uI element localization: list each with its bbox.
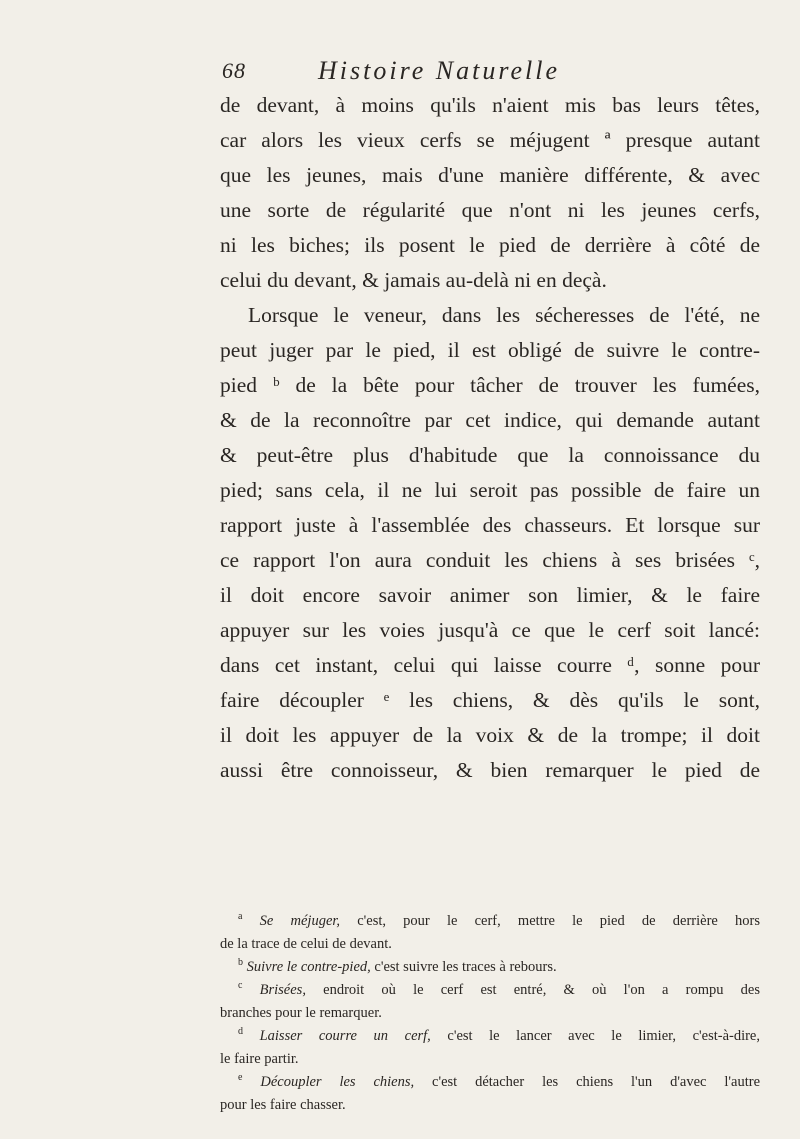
footnote-line: le faire partir. (220, 1051, 299, 1067)
text-line: & de la reconnoître par cet indice, qui demande autant (220, 408, 760, 432)
footnote-term: Découpler les chiens, (260, 1074, 415, 1090)
text-line: que les jeunes, mais d'une manière différente, & avec (220, 163, 760, 187)
running-title: Histoire Naturelle (318, 56, 561, 85)
text-line: pied; sans cela, il ne lui seroit pas possible de faire un (220, 478, 760, 502)
footnote-line (220, 1025, 760, 1048)
footnote-text: endroit où le cerf est entré, & où l'on a rompu des (305, 982, 760, 998)
footnote-marker: c (238, 980, 243, 992)
footnote-term: Se méjuger, (259, 913, 341, 929)
footnote (220, 979, 760, 1025)
footnote-line (220, 979, 760, 1002)
footnote-text: c'est, pour le cerf, mettre le pied de derrière hors (340, 913, 761, 929)
text-line: dans cet instant, celui qui laisse courre ᵈ, sonne pour (220, 653, 760, 677)
text-line: & peut-être plus d'habitude que la connoissance du (220, 443, 760, 467)
footnote (220, 1025, 760, 1071)
text-line: rapport juste à l'assemblée des chasseurs. Et lorsque sur (220, 513, 760, 537)
footnote-marker: e (238, 1072, 243, 1084)
text-line: il doit les appuyer de la voix & de la trompe; il doit (220, 723, 760, 747)
footnote (220, 910, 760, 956)
text-line: peut juger par le pied, il est obligé de suivre le contre- (220, 338, 760, 362)
footnote-line (220, 1071, 760, 1094)
footnote-term: Laisser courre un cerf, (259, 1028, 431, 1044)
text-line: une sorte de régularité que n'ont ni les jeunes cerfs, (220, 198, 760, 222)
text-line: pied ᵇ de la bête pour tâcher de trouver les fumées, (220, 373, 760, 397)
footnote-line (220, 956, 760, 979)
footnote-marker: d (238, 1026, 243, 1038)
footnote-line (220, 910, 760, 933)
text-line: appuyer sur les voies jusqu'à ce que le cerf soit lancé: (220, 618, 760, 642)
main-text (220, 88, 760, 788)
footnote-term: Brisées, (259, 982, 306, 998)
page-header (222, 58, 642, 92)
footnotes (220, 910, 760, 1117)
footnote (220, 1071, 760, 1117)
footnote-text: c'est suivre les traces à rebours. (370, 959, 557, 975)
text-line: Lorsque le veneur, dans les sécheresses de l'été, ne (248, 303, 760, 327)
text-line: il doit encore savoir animer son limier, & le faire (220, 583, 760, 607)
text-line: car alors les vieux cerfs se méjugent ª presque autant (220, 128, 760, 152)
footnote-line: branches pour le remarquer. (220, 1005, 382, 1021)
footnote-text: c'est détacher les chiens l'un d'avec l'autre (414, 1074, 761, 1090)
footnote-line: de la trace de celui de devant. (220, 936, 392, 952)
footnote-text: c'est le lancer avec le limier, c'est-à-dire, (430, 1028, 760, 1044)
page-number: 68 (222, 58, 246, 83)
text-line: aussi être connoisseur, & bien remarquer le pied de (220, 758, 760, 782)
text-line: ni les biches; ils posent le pied de derrière à côté de (220, 233, 760, 257)
footnote-marker: b (238, 957, 243, 969)
footnote-term: Suivre le contre-pied, (246, 959, 371, 975)
text-line: ce rapport l'on aura conduit les chiens à ses brisées ᶜ, (220, 548, 760, 572)
footnote-line: pour les faire chasser. (220, 1097, 346, 1113)
footnote (220, 956, 760, 979)
text-line: de devant, à moins qu'ils n'aient mis bas leurs têtes, (220, 93, 760, 117)
text-line: faire découpler ᵉ les chiens, & dès qu'ils le sont, (220, 688, 760, 712)
text-line: celui du devant, & jamais au-delà ni en deçà. (220, 268, 607, 292)
footnote-marker: a (238, 911, 243, 923)
